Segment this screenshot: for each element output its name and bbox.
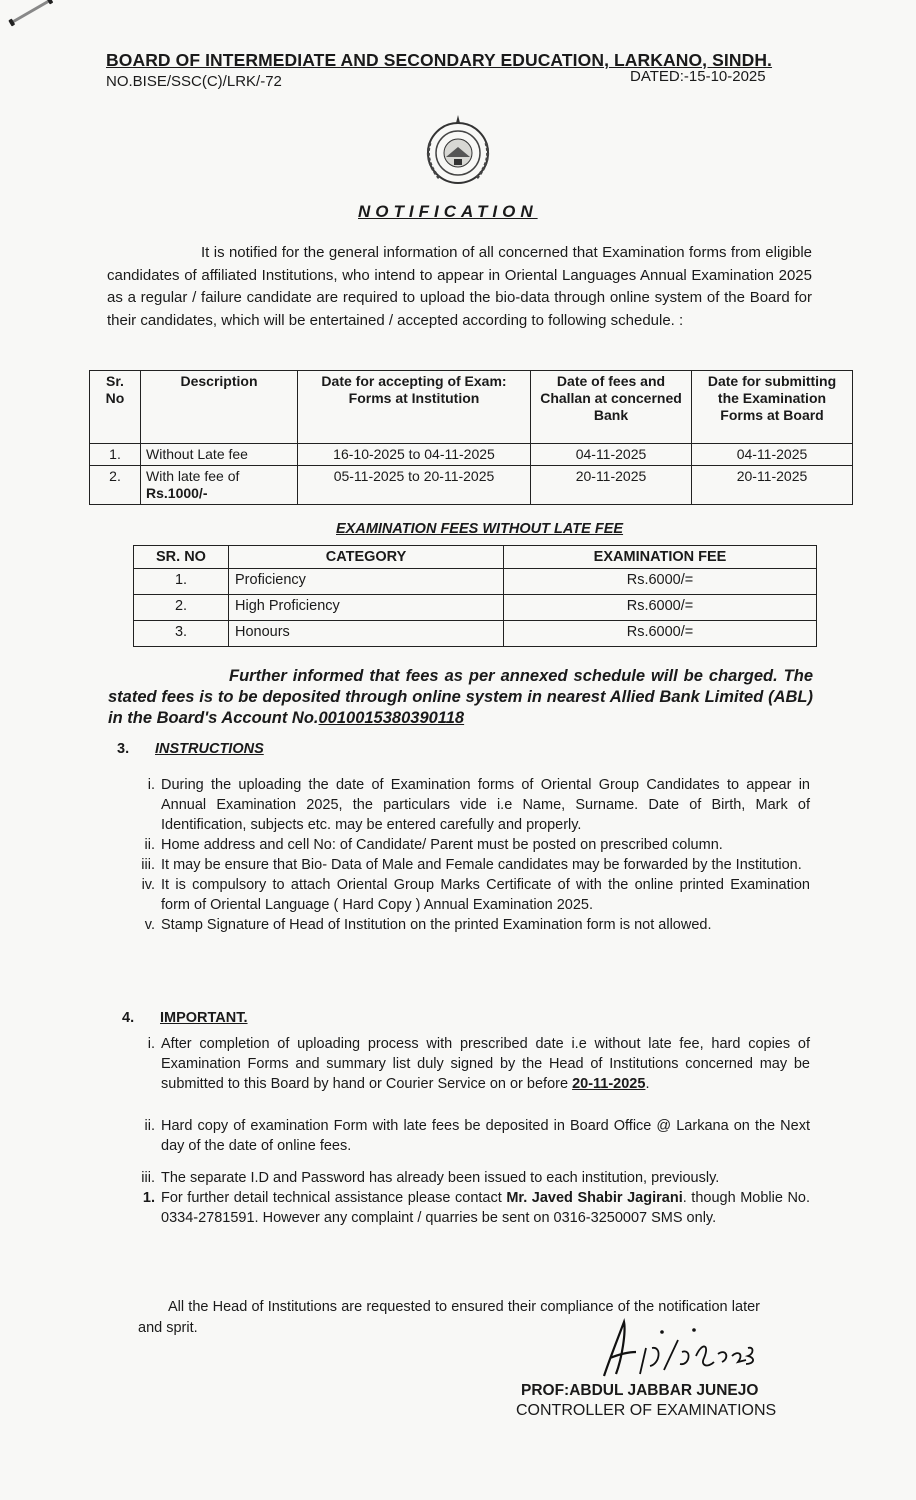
fee-amount: Rs.6000/= (504, 621, 817, 647)
header-sr-no: Sr. No (90, 371, 141, 444)
item-number: ii. (144, 837, 155, 853)
item-body: For further detail technical assistance please contact (161, 1190, 507, 1206)
section-number: 4. (122, 1010, 135, 1026)
item-text: It is compulsory to attach Oriental Group Marks Certificate of with the online printed Examination form of Oriental Language ( Hard Copy ) Annual Examination 2025. (161, 877, 810, 913)
important-heading (122, 1010, 248, 1026)
header-sr-no: SR. NO (134, 546, 229, 569)
intro-text: It is notified for the general information of all concerned that Examination forms from eligible candidates of affiliated Institutions, who intend to appear in Oriental Languages Annual Examination 2025 as a regular / failure candidate are required to upload the bio-data through online system of the Board for their candidates, which will be entertained / accepted according to following schedule. : (107, 244, 812, 329)
important-list (130, 1034, 810, 1228)
item-body: After completion of uploading process with prescribed date i.e without late fee, hard copies of Examination Forms and summary list duly signed by the Head of Institutions concerned may be submitted to this Board by hand or Courier Service on or before (161, 1036, 810, 1092)
schedule-table (89, 370, 853, 505)
instructions-heading (117, 741, 264, 757)
fee-sr: 3. (134, 621, 229, 647)
row-fees-challan: 20-11-2025 (531, 466, 692, 505)
bank-account-number: 0010015380390118 (318, 709, 465, 727)
row-sr: 1. (90, 444, 141, 466)
signatory-designation: CONTROLLER OF EXAMINATIONS (516, 1402, 777, 1419)
list-item (130, 1034, 810, 1094)
fees-table (133, 545, 817, 647)
item-number: ii. (144, 1118, 155, 1134)
row-sr: 2. (90, 466, 141, 505)
contact-details: . though Moblie No. 0334-2781591. However any complaint / quarries be sent on 0316-3250007 SMS only. (161, 1190, 811, 1226)
header-category: CATEGORY (229, 546, 504, 569)
list-item (130, 775, 810, 835)
list-item (130, 855, 810, 875)
notification-title: NOTIFICATION (358, 202, 538, 221)
section-title: IMPORTANT. (160, 1010, 248, 1026)
list-item (130, 1168, 810, 1188)
row-description-text: With late fee of (146, 468, 240, 484)
header-fees-challan-date: Date of fees and Challan at concerned Bank (531, 371, 692, 444)
item-text: During the uploading the date of Examination forms of Oriental Group Candidates to appear in Annual Examination 2025, the particulars vide i.e Name, Surname. Date of Birth, Mark of Identification, subjects etc. may be entered carefully and properly. (161, 777, 810, 833)
item-text (161, 1034, 810, 1094)
fee-amount: Rs.6000/= (504, 595, 817, 621)
board-seal-icon (420, 113, 496, 189)
row-submitting: 20-11-2025 (692, 466, 853, 505)
section-title: INSTRUCTIONS (155, 741, 264, 757)
item-suffix: . (645, 1076, 650, 1092)
row-fees-challan: 04-11-2025 (531, 444, 692, 466)
fee-category: Proficiency (229, 569, 504, 595)
signatory-name: PROF:ABDUL JABBAR JUNEJO (521, 1382, 759, 1399)
item-number: i. (147, 1036, 155, 1052)
fee-deposit-text: Further informed that fees as per annexed schedule will be charged. The stated fees is to be deposited through online system in nearest Allied Bank Limited (ABL) in the Board's Account No. (108, 667, 813, 727)
header-exam-fee: EXAMINATION FEE (504, 546, 817, 569)
list-item (130, 875, 810, 915)
table-row (90, 466, 853, 505)
item-number: i. (147, 777, 155, 793)
instructions-list (130, 775, 810, 935)
board-name-heading: BOARD OF INTERMEDIATE AND SECONDARY EDUCATION, LARKANO, SINDH. (106, 50, 773, 70)
item-number: v. (144, 917, 155, 933)
item-text: Home address and cell No: of Candidate/ Parent must be posted on prescribed column. (161, 837, 723, 853)
row-description (141, 466, 298, 505)
submission-deadline: 20-11-2025 (572, 1076, 646, 1092)
row-accepting: 05-11-2025 to 20-11-2025 (298, 466, 531, 505)
reference-number: NO.BISE/SSC(C)/LRK/-72 (106, 73, 282, 90)
list-item (130, 1188, 810, 1228)
late-fee-amount: Rs.1000/- (146, 485, 208, 501)
fee-category: High Proficiency (229, 595, 504, 621)
header-submitting-date: Date for submitting the Examination Forms at Board (692, 371, 853, 444)
item-number: iii. (141, 857, 155, 873)
staple-pin-icon (9, 0, 52, 25)
table-row (134, 595, 817, 621)
header-description: Description (141, 371, 298, 444)
section-number: 3. (117, 741, 130, 757)
schedule-header-row (90, 371, 853, 444)
item-text: Hard copy of examination Form with late fees be deposited in Board Office @ Larkana on the Next day of the date of online fees. (161, 1118, 810, 1154)
list-item (130, 835, 810, 855)
item-number: iii. (141, 1170, 155, 1186)
row-description: Without Late fee (141, 444, 298, 466)
row-submitting: 04-11-2025 (692, 444, 853, 466)
item-text: Stamp Signature of Head of Institution on the printed Examination form is not allowed. (161, 917, 712, 933)
list-item (130, 915, 810, 935)
table-row (90, 444, 853, 466)
list-item (130, 1116, 810, 1156)
fee-deposit-notice (108, 666, 813, 729)
fee-sr: 1. (134, 569, 229, 595)
issue-date: DATED:-15-10-2025 (630, 68, 766, 85)
header-accepting-date: Date for accepting of Exam: Forms at Institution (298, 371, 531, 444)
fee-sr: 2. (134, 595, 229, 621)
closing-text: All the Head of Institutions are requested to ensured their compliance of the notification later and sprit. (138, 1299, 760, 1336)
item-text: It may be ensure that Bio- Data of Male and Female candidates may be forwarded by the Institution. (161, 857, 802, 873)
item-number: 1. (142, 1190, 155, 1206)
item-text: The separate I.D and Password has already been issued to each institution, previously. (161, 1170, 720, 1186)
fee-category: Honours (229, 621, 504, 647)
item-text (161, 1188, 810, 1228)
signature-icon (596, 1318, 766, 1380)
fees-section-title: EXAMINATION FEES WITHOUT LATE FEE (336, 521, 624, 537)
fee-amount: Rs.6000/= (504, 569, 817, 595)
contact-person-name: Mr. Javed Shabir Jagirani (506, 1190, 683, 1206)
table-row (134, 621, 817, 647)
intro-paragraph (107, 242, 812, 332)
fees-header-row (134, 546, 817, 569)
row-accepting: 16-10-2025 to 04-11-2025 (298, 444, 531, 466)
item-number: iv. (141, 877, 155, 893)
table-row (134, 569, 817, 595)
